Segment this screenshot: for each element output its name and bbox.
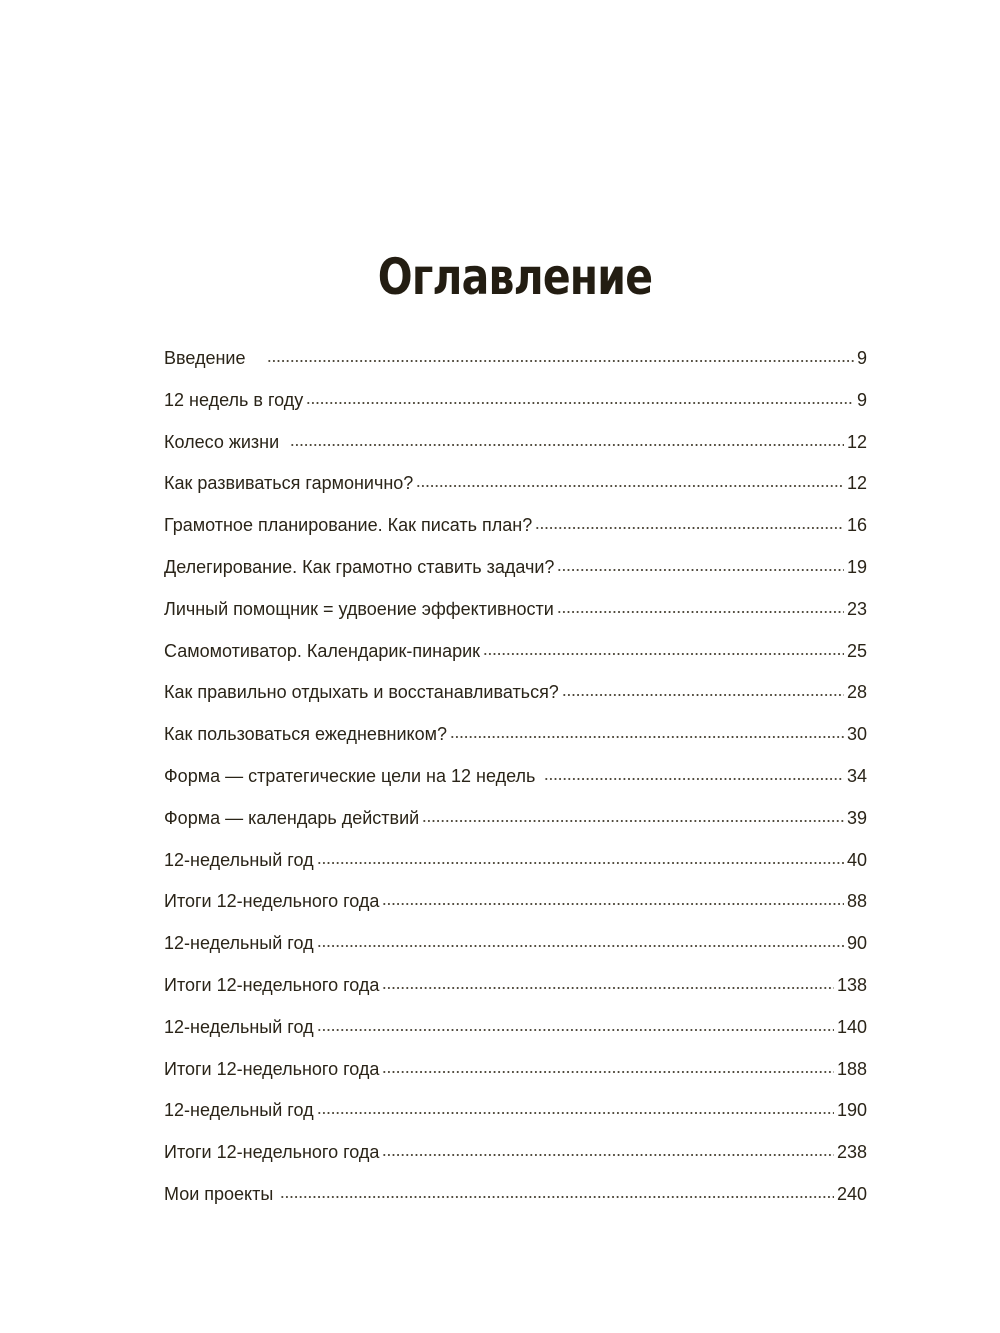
toc-entry-label: Мои проекты [164,1183,274,1204]
toc-leader-dots [382,1070,834,1074]
toc-leader-dots [483,652,844,656]
toc-entry-page: 25 [846,640,867,661]
toc-entry[interactable] [164,967,867,1009]
toc-entry[interactable] [164,465,867,507]
toc-entry[interactable] [164,424,867,466]
toc-leader-dots [544,777,844,781]
toc-entry[interactable] [164,883,867,925]
toc-entry-page: 28 [846,682,867,703]
toc-leader-dots [306,401,854,405]
toc-entry[interactable] [164,633,867,675]
toc-entry[interactable] [164,382,867,424]
toc-entry-label: Как развиваться гармонично? [164,473,414,494]
toc-entry-page: 90 [846,933,867,954]
toc-entry-page: 190 [836,1100,867,1121]
toc-leader-dots [382,902,844,906]
toc-entry-label: 12-недельный год [164,933,314,954]
page-title: Оглавление [377,248,653,306]
toc-entry-label: 12-недельный год [164,1100,314,1121]
toc-entry-page: 19 [846,556,867,577]
toc-entry-label: Форма — календарь действий [164,807,420,828]
toc-entry-page: 16 [846,515,867,536]
toc-entry-page: 34 [846,765,867,786]
toc-leader-dots [317,944,844,948]
toc-entry[interactable] [164,758,867,800]
toc-leader-dots [557,610,844,614]
toc-entry-label: 12-недельный год [164,1016,314,1037]
toc-entry[interactable] [164,842,867,884]
toc-entry-label: Форма — стратегические цели на 12 недель [164,765,536,786]
toc-entry[interactable] [164,674,867,716]
toc-entry-label: Итоги 12-недельного года [164,1058,380,1079]
toc-entry-page: 23 [846,598,867,619]
toc-leader-dots [290,443,844,447]
toc-leader-dots [317,1028,834,1032]
toc-entry-page: 188 [836,1058,867,1079]
toc-entry[interactable] [164,1009,867,1051]
toc-entry-page: 9 [856,389,867,410]
toc-entry-label: Введение [164,348,246,368]
toc-leader-dots [535,526,844,530]
toc-leader-dots [416,484,844,488]
toc-leader-dots [382,986,834,990]
toc-entry-page: 12 [846,473,867,494]
toc-entry-page: 238 [836,1142,867,1163]
table-of-contents [164,340,867,1218]
toc-entry-page: 240 [836,1183,867,1204]
toc-leader-dots [317,1111,834,1115]
toc-entry-label: Итоги 12-недельного года [164,974,380,995]
toc-entry[interactable] [164,716,867,758]
toc-leader-dots [562,693,844,697]
toc-entry[interactable] [164,549,867,591]
toc-entry-label: Самомотиватор. Календарик-пинарик [164,640,481,661]
toc-leader-dots [422,819,844,823]
toc-entry-label: Итоги 12-недельного года [164,891,380,912]
toc-leader-dots [267,359,854,363]
toc-entry[interactable] [164,1176,867,1218]
toc-leader-dots [280,1195,834,1199]
toc-leader-dots [317,861,844,865]
toc-leader-dots [557,568,844,572]
toc-entry[interactable] [164,1092,867,1134]
toc-entry-label: Грамотное планирование. Как писать план? [164,515,533,536]
toc-entry-page: 88 [846,891,867,912]
toc-entry-page: 9 [856,348,867,368]
toc-entry[interactable] [164,925,867,967]
toc-entry-label: Колесо жизни [164,431,280,452]
toc-entry-page: 140 [836,1016,867,1037]
toc-entry[interactable] [164,800,867,842]
toc-leader-dots [382,1153,834,1157]
toc-leader-dots [450,735,844,739]
toc-entry-page: 39 [846,807,867,828]
toc-entry-label: Как правильно отдыхать и восстанавливаться? [164,682,559,703]
toc-entry-label: Как пользоваться ежедневником? [164,724,447,745]
toc-entry[interactable] [164,507,867,549]
toc-entry[interactable] [164,340,867,382]
toc-entry-page: 30 [846,724,867,745]
toc-entry-page: 138 [836,974,867,995]
toc-entry-label: 12-недельный год [164,849,314,870]
toc-entry-label: 12 недель в году [164,389,304,410]
toc-entry[interactable] [164,1134,867,1176]
toc-entry-label: Делегирование. Как грамотно ставить задачи? [164,556,555,577]
toc-entry-page: 40 [846,849,867,870]
toc-entry[interactable] [164,1051,867,1093]
toc-entry-label: Личный помощник = удвоение эффективности [164,598,554,619]
toc-entry-page: 12 [846,431,867,452]
toc-entry-label: Итоги 12-недельного года [164,1142,380,1163]
toc-entry[interactable] [164,591,867,633]
